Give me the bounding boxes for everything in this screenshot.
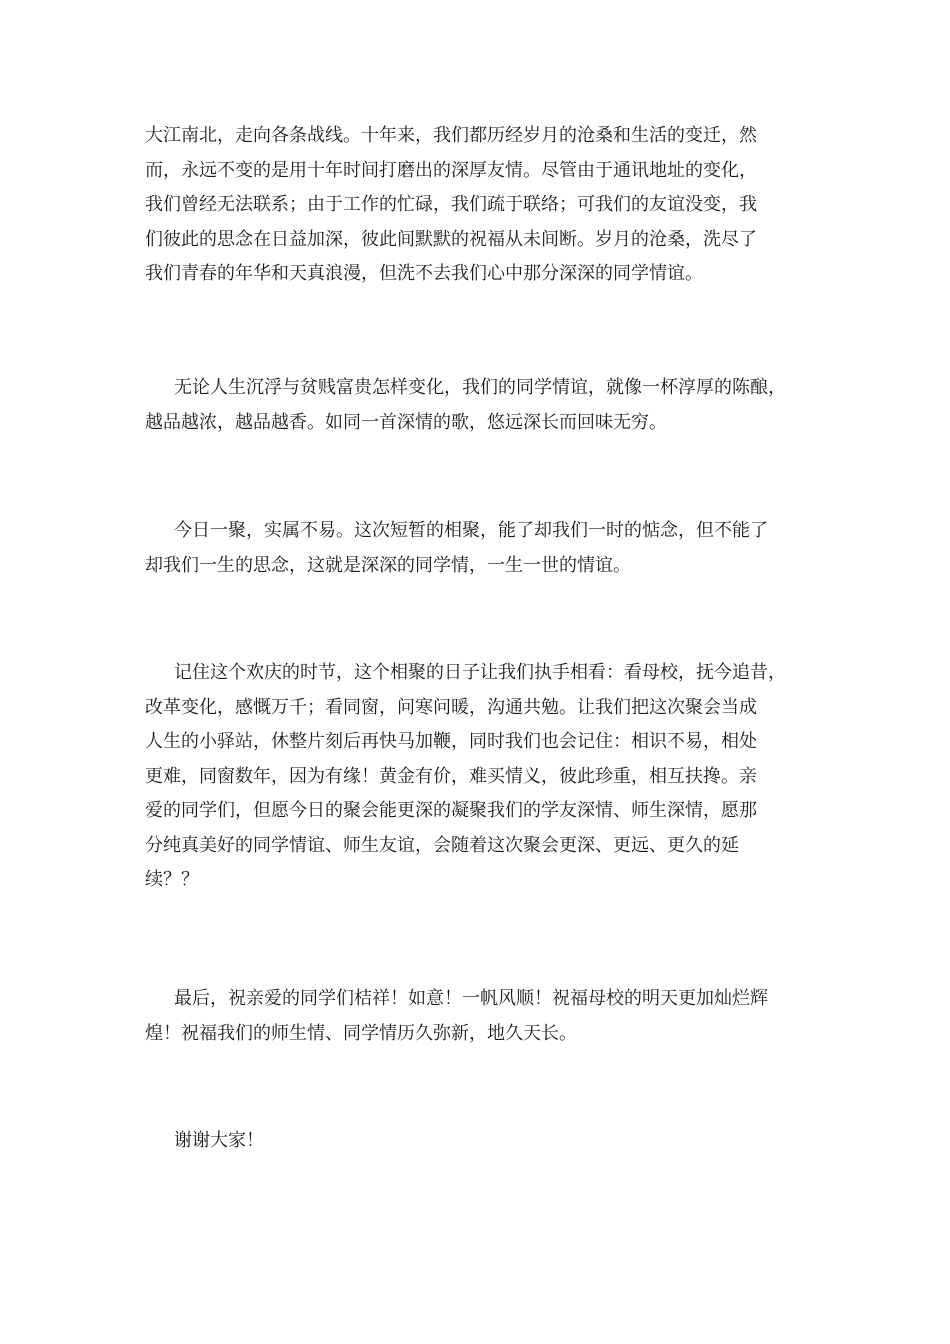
paragraph-line: 谢谢大家！	[174, 1130, 264, 1151]
paragraph-line: 而，永远不变的是用十年时间打磨出的深厚友情。尽管由于通讯地址的变化，	[145, 159, 757, 181]
paragraph-line: 更难，同窗数年，因为有缘！黄金有价，难买情义，彼此珍重，相互扶搀。亲	[145, 765, 757, 787]
paragraph-1	[145, 119, 757, 292]
paragraph-4	[145, 656, 786, 898]
paragraph-line: 改革变化，感慨万千；看同窗，问寒问暖，沟通共勉。让我们把这次聚会当成	[145, 696, 757, 718]
paragraph-line: 最后，祝亲爱的同学们桔祥！如意！一帆风顺！祝福母校的明天更加灿烂辉	[174, 988, 768, 1009]
paragraph-line: 分纯真美好的同学情谊、师生友谊，会随着这次聚会更深、更远、更久的延	[145, 834, 739, 856]
paragraph-6	[145, 1124, 264, 1159]
paragraph-line: 们彼此的思念在日益加深，彼此间默默的祝福从未间断。岁月的沧桑，洗尽了	[145, 228, 757, 250]
paragraph-line: 爱的同学们，但愿今日的聚会能更深的凝聚我们的学友深情、师生深情，愿那	[145, 800, 757, 821]
paragraph-2	[145, 371, 786, 440]
paragraph-line: 我们曾经无法联系；由于工作的忙碌，我们疏于联络；可我们的友谊没变，我	[145, 194, 757, 215]
paragraph-line: 今日一聚，实属不易。这次短暂的相聚，能了却我们一时的惦念，但不能了	[174, 520, 768, 541]
paragraph-3	[145, 514, 768, 583]
paragraph-line: 越品越浓，越品越香。如同一首深情的歌，悠远深长而回味无穷。	[145, 411, 667, 433]
paragraph-line: 却我们一生的思念，这就是深深的同学情，一生一世的情谊。	[145, 554, 631, 576]
paragraph-line: 煌！祝福我们的师生情、同学情历久弥新，地久天长。	[145, 1022, 577, 1044]
paragraph-line: 大江南北，走向各条战线。十年来，我们都历经岁月的沧桑和生活的变迁，然	[145, 125, 757, 146]
paragraph-line: 续？？	[145, 869, 199, 890]
paragraph-line: 记住这个欢庆的时节，这个相聚的日子让我们执手相看：看母校，抚今追昔，	[174, 662, 786, 683]
paragraph-line: 无论人生沉浮与贫贱富贵怎样变化，我们的同学情谊，就像一杯淳厚的陈酿，	[174, 377, 786, 398]
paragraph-line: 我们青春的年华和天真浪漫，但洗不去我们心中那分深深的同学情谊。	[145, 263, 703, 284]
paragraph-5	[145, 982, 768, 1051]
paragraph-line: 人生的小驿站，休整片刻后再快马加鞭，同时我们也会记住：相识不易，相处	[145, 731, 757, 752]
